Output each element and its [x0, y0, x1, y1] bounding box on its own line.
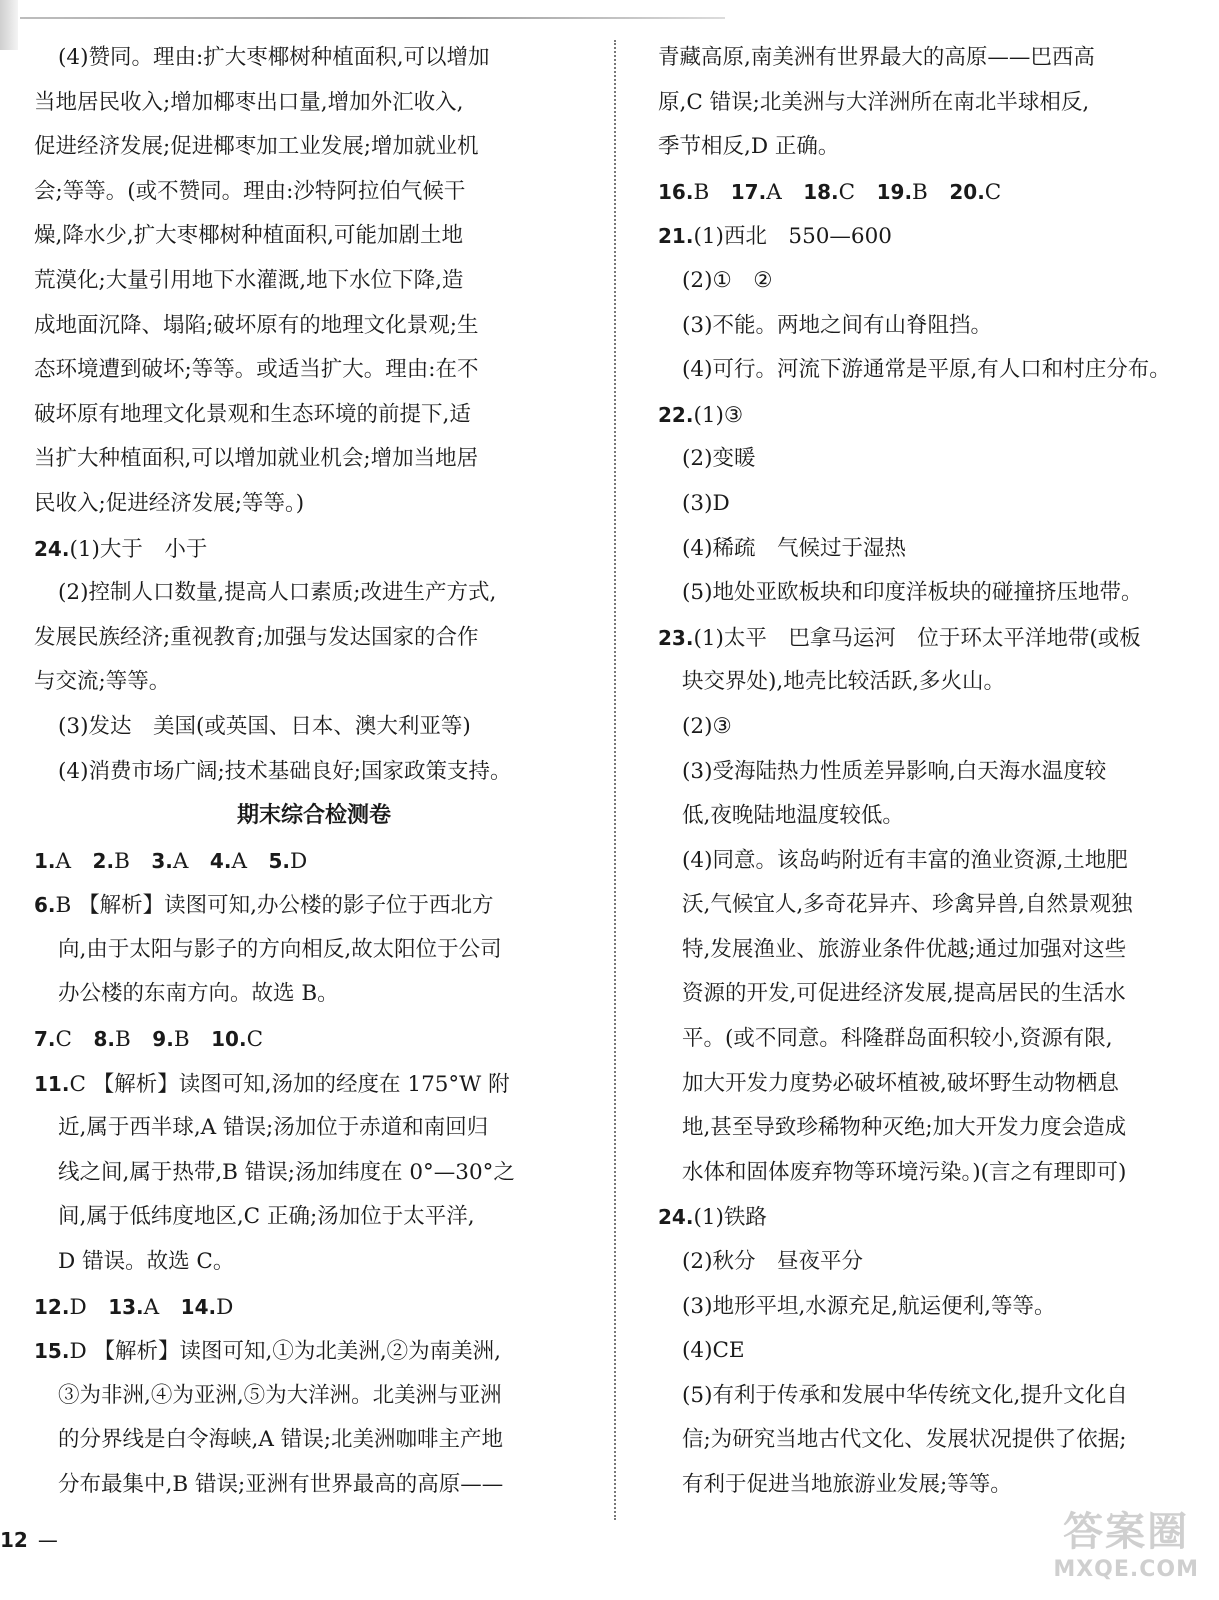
- answer-text: (4)同意。该岛屿附近有丰富的渔业资源,土地肥: [682, 847, 1128, 873]
- column-divider: [614, 40, 616, 1520]
- answer-text: B 【解析】读图可知,办公楼的影子位于西北方: [55, 893, 494, 919]
- answer-text: 荒漠化;大量引用地下水灌溉,地下水位下降,造: [34, 267, 464, 293]
- answer-line: [34, 1463, 594, 1508]
- answer-text: (3)地形平坦,水源充足,航运便利,等等。: [682, 1293, 1056, 1319]
- answer-line: [658, 170, 1188, 215]
- question-number: 23.: [658, 625, 694, 650]
- watermark: [1053, 1500, 1199, 1582]
- answer-line: [34, 259, 594, 304]
- answer-text: B: [173, 1027, 212, 1053]
- answer-text: 与交流;等等。: [34, 669, 171, 695]
- answer-line: [658, 125, 1188, 170]
- answer-text: C: [984, 179, 1002, 205]
- answer-text: D: [216, 1294, 234, 1320]
- answer-text: 沃,气候宜人,多奇花异卉、珍禽异兽,自然景观独: [682, 892, 1133, 918]
- answer-line: [34, 1151, 594, 1196]
- answer-text: (1)太平 巴拿马运河 位于环太平洋地带(或板: [693, 625, 1141, 651]
- answer-line: [34, 705, 594, 750]
- answer-line: [34, 304, 594, 349]
- answer-line: [34, 660, 594, 705]
- answer-text: 线之间,属于热带,B 错误;汤加纬度在 0°—30°之: [58, 1159, 515, 1185]
- answer-line: [658, 883, 1188, 928]
- answer-text: 民收入;促进经济发展;等等。): [34, 490, 305, 516]
- answer-text: 块交界处),地壳比较活跃,多火山。: [682, 669, 1006, 695]
- answer-text: 地,甚至导致珍稀物种灭绝;加大开发力度会造成: [682, 1115, 1127, 1141]
- answer-text: (1)③: [693, 402, 744, 428]
- question-number: 20.: [949, 179, 985, 204]
- answer-text: 原,C 错误;北美洲与大洋洲所在南北半球相反,: [658, 89, 1090, 115]
- question-number: 14.: [180, 1294, 217, 1319]
- answer-line: [34, 482, 594, 527]
- answer-line: [658, 1240, 1188, 1285]
- answer-text: 的分界线是白令海峡,A 错误;北美洲咖啡主产地: [58, 1427, 503, 1453]
- answer-line: [658, 214, 1188, 259]
- answer-line: [34, 1374, 594, 1419]
- answer-text: (4)赞同。理由:扩大枣椰树种植面积,可以增加: [58, 45, 490, 70]
- answer-text: B: [114, 1027, 153, 1053]
- answer-line: [34, 393, 594, 438]
- answer-text: 成地面沉降、塌陷;破坏原有的地理文化景观;生: [34, 312, 479, 338]
- answer-text: 低,夜晚陆地温度较低。: [682, 803, 904, 829]
- answer-line: [658, 1329, 1188, 1374]
- question-number: 6.: [34, 893, 56, 918]
- answer-text: C: [246, 1027, 264, 1053]
- section-heading: 期末综合检测卷: [236, 803, 391, 829]
- question-number: 19.: [876, 179, 913, 204]
- answer-text: 青藏高原,南美洲有世界最大的高原——巴西高: [658, 45, 1095, 70]
- answer-text: (2)控制人口数量,提高人口素质;改进生产方式,: [58, 580, 497, 606]
- answer-text: A: [143, 1294, 181, 1320]
- answer-line: [34, 839, 594, 884]
- question-number: 10.: [211, 1027, 247, 1052]
- question-number: 7.: [34, 1027, 56, 1052]
- question-number: 22.: [658, 402, 694, 427]
- answer-line: [34, 1106, 594, 1151]
- answer-text: (5)地处亚欧板块和印度洋板块的碰撞挤压地带。: [682, 580, 1143, 606]
- answer-text: C: [838, 179, 877, 205]
- answer-line: [658, 1017, 1188, 1062]
- answer-text: B: [114, 848, 152, 874]
- answer-text: A: [55, 848, 93, 874]
- answer-text: 当扩大种植面积,可以增加就业机会;增加当地居: [34, 446, 479, 472]
- answer-text: (1)大于 小于: [69, 536, 208, 562]
- answer-line: [658, 616, 1188, 661]
- answer-text: 办公楼的东南方向。故选 B。: [58, 981, 339, 1007]
- answer-text: 破坏原有地理文化景观和生态环境的前提下,适: [34, 401, 471, 427]
- answer-text: (4)稀疏 气候过于湿热: [682, 535, 906, 561]
- answer-text: 加大开发力度势必破坏植被,破坏野生动物栖息: [682, 1070, 1119, 1096]
- answer-line: [658, 794, 1188, 839]
- answer-line: [658, 482, 1188, 527]
- answer-text: 发展民族经济;重视教育;加强与发达国家的合作: [34, 624, 479, 650]
- answer-line: [658, 1418, 1188, 1463]
- answer-text: 平。(或不同意。科隆群岛面积较小,资源有限,: [682, 1026, 1113, 1052]
- answer-text: C 【解析】读图可知,汤加的经度在 175°W 附: [69, 1071, 510, 1097]
- answer-line: [658, 527, 1188, 572]
- answer-line: [34, 527, 594, 572]
- answer-text: (4)可行。河流下游通常是平原,有人口和村庄分布。: [682, 357, 1171, 383]
- answer-line: [34, 883, 594, 928]
- question-number: 24.: [34, 536, 70, 561]
- answer-text: 当地居民收入;增加椰枣出口量,增加外汇收入,: [34, 89, 464, 115]
- answer-text: (2)③: [682, 713, 732, 739]
- answer-text: D 错误。故选 C。: [58, 1249, 235, 1275]
- question-number: 13.: [108, 1294, 144, 1319]
- answer-line: [34, 1285, 594, 1330]
- answer-text: B: [693, 179, 731, 205]
- page-corner-shade: [0, 0, 18, 50]
- answer-line: [658, 1195, 1188, 1240]
- answer-text: 季节相反,D 正确。: [658, 134, 840, 160]
- question-number: 4.: [209, 848, 232, 873]
- answer-text: D: [289, 848, 308, 874]
- answer-line: [658, 1106, 1188, 1151]
- answer-line: [658, 393, 1188, 438]
- answer-line: [658, 81, 1188, 126]
- answer-line: [658, 304, 1188, 349]
- answer-line: [658, 437, 1188, 482]
- answer-text: (2)① ②: [682, 267, 773, 293]
- answer-text: ③为非洲,④为亚洲,⑤为大洋洲。北美洲与亚洲: [58, 1382, 502, 1408]
- answer-text: (3)受海陆热力性质差异影响,白天海水温度较: [682, 758, 1107, 784]
- answer-line: [34, 750, 594, 795]
- page-number: 12: [0, 1528, 28, 1552]
- answer-line: [34, 972, 594, 1017]
- answer-line: [34, 81, 594, 126]
- answer-line: [658, 259, 1188, 304]
- answer-text: (1)铁路: [693, 1205, 767, 1231]
- answer-line: [34, 1195, 594, 1240]
- question-number: 3.: [151, 848, 173, 873]
- answer-line: [34, 928, 594, 973]
- answer-text: (4)消费市场广阔;技术基础良好;国家政策支持。: [58, 758, 512, 784]
- question-number: 18.: [803, 179, 839, 204]
- answer-text: A: [766, 179, 804, 205]
- left-column: [34, 36, 594, 1508]
- answer-line: [34, 616, 594, 661]
- watermark-text: 答案圈: [1063, 1509, 1190, 1555]
- answer-text: (3)不能。两地之间有山脊阻挡。: [682, 312, 992, 338]
- question-number: 8.: [93, 1027, 115, 1052]
- footer-dash: —: [37, 1528, 58, 1552]
- answer-line: [34, 437, 594, 482]
- right-column: [658, 36, 1188, 1508]
- answer-line: [658, 1062, 1188, 1107]
- answer-line: [658, 348, 1188, 393]
- answer-line: [34, 170, 594, 215]
- answer-line: [658, 1374, 1188, 1419]
- answer-text: 近,属于西半球,A 错误;汤加位于赤道和南回归: [58, 1115, 489, 1141]
- question-number: 17.: [730, 179, 767, 204]
- question-number: 1.: [34, 848, 56, 873]
- answer-text: 特,发展渔业、旅游业条件优越;通过加强对这些: [682, 936, 1127, 962]
- answer-line: [658, 972, 1188, 1017]
- top-rule: [0, 0, 1219, 28]
- answer-line: [658, 928, 1188, 973]
- answer-line: [34, 214, 594, 259]
- answer-line: [658, 36, 1188, 81]
- answer-text: 态环境遭到破坏;等等。或适当扩大。理由:在不: [34, 357, 479, 383]
- question-number: 21.: [658, 224, 694, 249]
- answer-text: B: [912, 179, 950, 205]
- header-line: [20, 17, 725, 19]
- answer-text: 促进经济发展;促进椰枣加工业发展;增加就业机: [34, 134, 479, 160]
- answer-text: 分布最集中,B 错误;亚洲有世界最高的高原——: [58, 1472, 504, 1497]
- answer-line: [34, 571, 594, 616]
- answer-line: [34, 1062, 594, 1107]
- answer-text: C: [55, 1027, 94, 1053]
- answer-text: 会;等等。(或不赞同。理由:沙特阿拉伯气候干: [34, 178, 466, 204]
- question-number: 2.: [92, 848, 115, 873]
- answer-line: [658, 1151, 1188, 1196]
- answer-text: A: [172, 848, 210, 874]
- answer-line: [658, 705, 1188, 750]
- answer-line: [658, 571, 1188, 616]
- answer-line: [34, 1017, 594, 1062]
- answer-text: (1)西北 550—600: [693, 224, 892, 250]
- answer-text: (2)变暖: [682, 446, 756, 472]
- question-number: 5.: [268, 848, 290, 873]
- question-number: 24.: [658, 1205, 694, 1230]
- watermark-url: MXQE.COM: [1053, 1557, 1199, 1582]
- answer-line: [34, 1240, 594, 1285]
- question-number: 15.: [34, 1339, 70, 1364]
- answer-text: (2)秋分 昼夜平分: [682, 1249, 863, 1275]
- answer-text: (4)CE: [682, 1338, 745, 1364]
- answer-line: [34, 348, 594, 393]
- answer-text: D 【解析】读图可知,①为北美洲,②为南美洲,: [69, 1339, 502, 1365]
- answer-text: (3)D: [682, 490, 730, 516]
- answer-text: 燥,降水少,扩大枣椰树种植面积,可能加剧土地: [34, 223, 464, 249]
- answer-text: 有利于促进当地旅游业发展;等等。: [682, 1472, 1012, 1497]
- answer-line: [658, 750, 1188, 795]
- answer-line: [658, 660, 1188, 705]
- answer-text: 水体和固体废弃物等环境污染。)(言之有理即可): [682, 1159, 1127, 1185]
- answer-text: 信;为研究当地古代文化、发展状况提供了依据;: [682, 1427, 1127, 1453]
- answer-line: [658, 839, 1188, 884]
- answer-line: [658, 1285, 1188, 1330]
- answer-text: 向,由于太阳与影子的方向相反,故太阳位于公司: [58, 936, 502, 962]
- answer-line: [34, 36, 594, 81]
- answer-line: [34, 1418, 594, 1463]
- answer-text: A: [231, 848, 269, 874]
- question-number: 16.: [658, 179, 694, 204]
- question-number: 9.: [152, 1027, 174, 1052]
- answer-line: [34, 125, 594, 170]
- answer-text: (3)发达 美国(或英国、日本、澳大利亚等): [58, 713, 471, 739]
- answer-text: D: [69, 1294, 109, 1320]
- answer-line: [34, 1329, 594, 1374]
- answer-text: (5)有利于传承和发展中华传统文化,提升文化自: [682, 1382, 1128, 1408]
- question-number: 12.: [34, 1294, 70, 1319]
- answer-text: 间,属于低纬度地区,C 正确;汤加位于太平洋,: [58, 1204, 475, 1230]
- question-number: 11.: [34, 1071, 70, 1096]
- answer-text: 资源的开发,可促进经济发展,提高居民的生活水: [682, 981, 1126, 1007]
- page-footer: [0, 1528, 58, 1552]
